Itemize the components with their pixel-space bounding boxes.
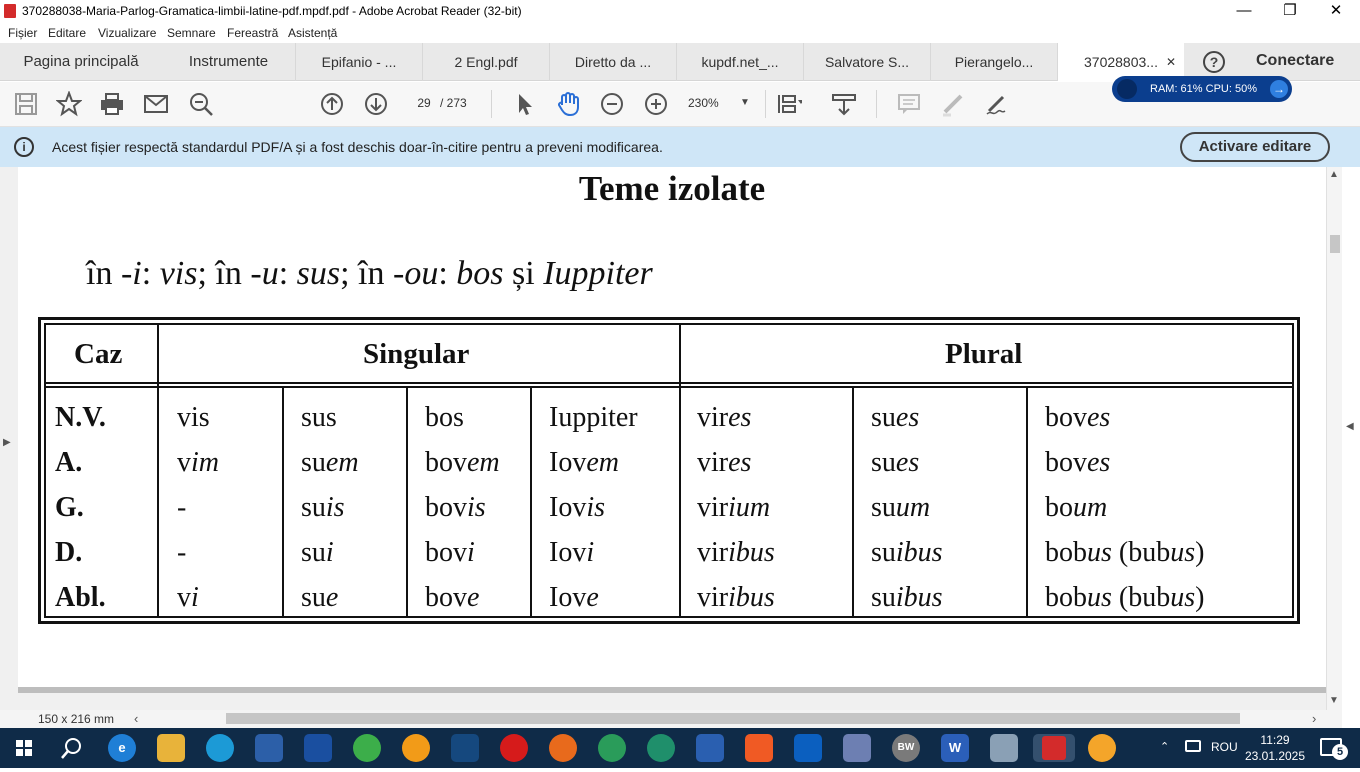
ending-italic: i [467,537,475,568]
search-icon[interactable] [58,734,86,762]
ending-italic: e [325,582,339,613]
case-label: G. [55,492,84,523]
window-title: 370288038-Maria-Parlog-Gramatica-limbii-latine-pdf.mpdf.pdf - Adobe Acrobat Reader (32-bit) [22,4,522,18]
tab-document[interactable]: 2 Engl.pdf [423,43,550,81]
table-cell [1045,402,1110,434]
ending-italic: um [895,492,931,523]
bookmark-star-icon[interactable] [56,91,82,117]
language-indicator[interactable]: ROU [1211,740,1238,754]
ending-italic: es [728,402,752,433]
stem-text: su [871,402,896,433]
browser-app-icon[interactable] [1088,734,1116,762]
table-cell [871,537,943,569]
table-cell [177,447,219,479]
table-cell [425,582,479,614]
stem-text: vir [697,492,729,523]
page-gap [18,687,1326,693]
section-title: Teme izolate [578,169,766,208]
stem-text: su [301,537,326,568]
next-page-icon[interactable] [363,91,389,117]
table-cell [301,447,359,479]
table-cell [425,492,486,524]
word-icon[interactable]: W [941,734,969,762]
case-label: A. [55,447,83,478]
windows-taskbar [0,728,1360,768]
stem-text: bov [1045,447,1087,478]
zoom-level-select[interactable] [688,93,756,113]
edge-icon[interactable] [206,734,234,762]
firefox-icon[interactable] [549,734,577,762]
scroll-right-icon[interactable]: › [1312,711,1317,726]
table-cell [549,537,594,569]
stem-text: bov [1045,402,1087,433]
stem-text: su [871,537,896,568]
table-cell [871,402,919,434]
tab-home[interactable]: Pagina principală [23,53,139,70]
page-total: / 273 [440,96,467,110]
table-cell [1045,492,1107,524]
case-label: D. [55,537,83,568]
document-viewport[interactable] [0,167,1342,710]
tab-document[interactable]: Salvatore S... [804,43,931,81]
ending-italic: es [1087,402,1111,433]
table-rule [852,386,854,618]
table-cell [549,447,619,479]
section-subtitle: în -i: vis; în -u: sus; în -ou: bos și Iuppiter [86,255,653,292]
banner-message: Acest fișier respectă standardul PDF/A și a fost deschis doar-în-citire pentru a preveni modificarea. [52,139,663,155]
stem-text: - [177,492,187,523]
save-icon[interactable] [13,91,39,117]
stem-text: su [871,447,896,478]
scroll-up-icon[interactable]: ▲ [1329,169,1339,180]
close-button[interactable]: ✕ [1329,2,1343,19]
ending-italic: e [586,582,599,613]
media-player-icon[interactable] [255,734,283,762]
minimize-button[interactable]: — [1236,2,1252,19]
table-cell [177,582,199,614]
hand-tool-icon[interactable] [555,91,581,117]
rocket-icon [1117,79,1137,99]
table-cell [549,402,638,434]
table-cell [549,582,599,614]
ending-italic: im [191,447,219,478]
highlight-pen-icon[interactable] [940,91,966,117]
email-icon[interactable] [143,91,169,117]
stem-text: su [301,492,326,523]
stem-text: bov [425,582,467,613]
stem-text: v [177,582,191,613]
stem-text: su [301,447,326,478]
maps-icon[interactable] [598,734,626,762]
ram-cpu-text: RAM: 61% CPU: 50% [1150,83,1257,95]
table-rule [530,386,532,618]
table-cell [301,492,345,524]
table-rule [406,386,408,618]
stem-text: bob [1045,537,1087,568]
table-cell [697,447,751,479]
stem-text: bos [425,402,464,433]
stem-text: bov [425,447,467,478]
zoom-value: 230% [688,96,719,110]
download-scroll-icon[interactable] [831,91,857,117]
pdf-page [18,167,1326,687]
disk-app-icon[interactable] [696,734,724,762]
ram-cpu-monitor[interactable] [1112,76,1292,102]
system-clock[interactable] [1242,732,1308,764]
table-rule [679,323,681,618]
ending-italic: is [586,492,606,523]
table-cell [549,492,605,524]
table-cell [301,582,338,614]
case-label: N.V. [55,402,106,433]
stem-text: (bub [1111,537,1171,568]
table-cell [425,447,500,479]
opera-icon[interactable] [500,734,528,762]
stem-text: - [177,537,187,568]
bw-app-icon[interactable]: BW [892,734,920,762]
menu-bar [0,23,1360,43]
stem-text: su [871,582,896,613]
table-rule [157,323,159,618]
menu-file[interactable]: Fișier [8,26,38,40]
ending-italic: i [191,582,199,613]
header-singular: Singular [363,338,470,370]
pc-app-icon[interactable] [990,734,1018,762]
brave-icon[interactable] [745,734,773,762]
clock-time: 11:29 [1260,733,1290,747]
ending-italic: us [1087,582,1112,613]
table-rule [282,386,284,618]
acrobat-taskbar-icon[interactable] [1033,734,1075,762]
print-icon[interactable] [99,91,125,117]
title-bar [0,0,1360,23]
stem-text: ) [1195,537,1205,568]
acrobat-logo-icon [4,4,16,18]
table-rule [44,382,1294,384]
notification-count-badge: 5 [1332,744,1348,760]
horizontal-scroll-thumb[interactable] [226,713,1240,724]
ending-italic: i [325,537,334,568]
table-cell [871,492,930,524]
tab-document[interactable]: Epifanio - ... [296,43,423,81]
stem-text: bov [425,492,467,523]
tab-tools[interactable]: Instrumente [162,43,296,81]
ending-italic: es [895,447,920,478]
tab-document[interactable]: kupdf.net_... [677,43,804,81]
table-cell [301,402,337,434]
info-icon: i [14,137,34,157]
tab-label: 37028803... [1084,54,1158,70]
enable-editing-button[interactable]: Activare editare [1180,132,1330,162]
file-explorer-icon[interactable] [157,734,185,762]
table-cell [697,537,775,569]
menu-sign[interactable]: Semnare [167,26,216,40]
vertical-scrollbar[interactable] [1326,167,1342,710]
ending-italic: e [467,582,480,613]
menu-edit[interactable]: Editare [48,26,87,40]
table-cell [177,402,210,434]
stem-text: ) [1195,582,1205,613]
header-plural: Plural [945,338,1023,370]
stem-text: vir [697,537,729,568]
table-cell [1045,582,1204,614]
table-cell [1045,537,1204,569]
maximize-button[interactable]: ❐ [1283,2,1297,19]
internet-explorer-icon[interactable]: e [108,734,136,762]
stem-text: vir [697,402,729,433]
stem-text: su [871,492,896,523]
table-cell [697,402,751,434]
declension-table [38,317,1300,624]
header-case: Caz [74,338,123,370]
tab-close-icon[interactable]: ✕ [1166,55,1177,69]
menu-window[interactable]: Fereastră [227,26,279,40]
save-app-icon[interactable] [304,734,332,762]
select-cursor-icon[interactable] [511,91,537,117]
ending-italic: us [1170,582,1196,613]
readonly-banner [0,127,1360,167]
chrome-icon[interactable] [353,734,381,762]
previous-page-icon[interactable] [319,91,345,117]
ending-italic: em [325,447,359,478]
table-cell [1045,447,1110,479]
zoom-out-icon[interactable] [599,91,625,117]
stem-text: vis [177,402,210,433]
tab-document[interactable]: Pierangelo... [931,43,1058,81]
archive-app-icon[interactable] [843,734,871,762]
ending-italic: es [728,447,752,478]
signin-button[interactable]: Conectare [1256,52,1335,69]
stem-text: bob [1045,582,1087,613]
stem-text: bov [425,537,467,568]
chevron-down-icon: ▼ [740,97,750,108]
ending-italic: ibus [895,537,943,568]
sync-app-icon[interactable] [647,734,675,762]
stem-text: sus [301,402,337,433]
table-rule [44,386,1294,388]
table-cell [425,402,464,434]
stem-text: Iov [549,582,587,613]
ending-italic: em [586,447,619,478]
ending-italic: em [467,447,500,478]
menu-help[interactable]: Asistență [288,26,338,40]
ending-italic: is [325,492,345,523]
table-cell [697,492,770,524]
status-bar [0,710,1342,728]
page-dimensions: 150 x 216 mm [38,712,115,726]
zoom-in-icon[interactable] [643,91,669,117]
ending-italic: ibus [728,582,775,613]
vs-app-icon[interactable] [794,734,822,762]
ending-italic: ium [728,492,771,523]
table-cell [871,582,943,614]
stem-text: Iov [549,492,587,523]
arrow-right-icon[interactable]: → [1270,80,1288,98]
search-zoom-icon[interactable] [188,91,214,117]
table-cell [871,447,919,479]
table-cell [177,537,186,569]
table-cell [177,492,186,524]
tray-chevron-icon[interactable]: ⌃ [1160,741,1170,753]
ending-italic: us [1170,537,1196,568]
ending-italic: us [1087,537,1112,568]
scroll-down-icon[interactable]: ▼ [1329,695,1339,706]
reader-app-icon[interactable] [451,734,479,762]
help-icon[interactable]: ? [1203,51,1225,73]
stem-text: Iov [549,537,587,568]
page-number-input[interactable]: 29 [417,96,431,110]
stem-text: vir [697,582,729,613]
stem-text: Iuppiter [549,402,638,433]
comment-icon[interactable] [896,91,922,117]
menu-view[interactable]: Vizualizare [98,26,157,40]
tab-document[interactable]: Diretto da ... [550,43,677,81]
stem-text: (bub [1111,582,1171,613]
ending-italic: um [1073,492,1108,523]
network-icon[interactable] [1185,740,1201,752]
ending-italic: i [586,537,595,568]
table-rule [1026,386,1028,618]
stem-text: bo [1045,492,1073,523]
ending-italic: es [1087,447,1111,478]
table-cell [697,582,775,614]
ending-italic: ibus [728,537,775,568]
stem-text: Iov [549,447,587,478]
scroll-thumb[interactable] [1330,235,1340,253]
table-cell [301,537,334,569]
clock-date: 23.01.2025 [1244,749,1306,763]
scroll-left-icon[interactable]: ‹ [134,711,139,726]
ending-italic: es [895,402,920,433]
case-label: Abl. [55,582,106,613]
toolbar-divider [491,90,492,118]
sign-pen-icon[interactable] [984,91,1010,117]
stem-text: v [177,447,191,478]
toolbar-divider [876,90,877,118]
right-panel-toggle-icon[interactable]: ◀ [1346,421,1354,432]
ending-italic: ibus [895,582,943,613]
windows-start-icon[interactable] [10,734,38,762]
toolbar-divider [765,90,766,118]
ending-italic: is [467,492,486,523]
stem-text: su [301,582,326,613]
stem-text: vir [697,447,729,478]
page-layout-icon[interactable] [776,91,802,117]
orange-app-icon[interactable] [402,734,430,762]
left-panel-toggle-icon[interactable]: ▶ [3,437,11,448]
table-cell [425,537,475,569]
